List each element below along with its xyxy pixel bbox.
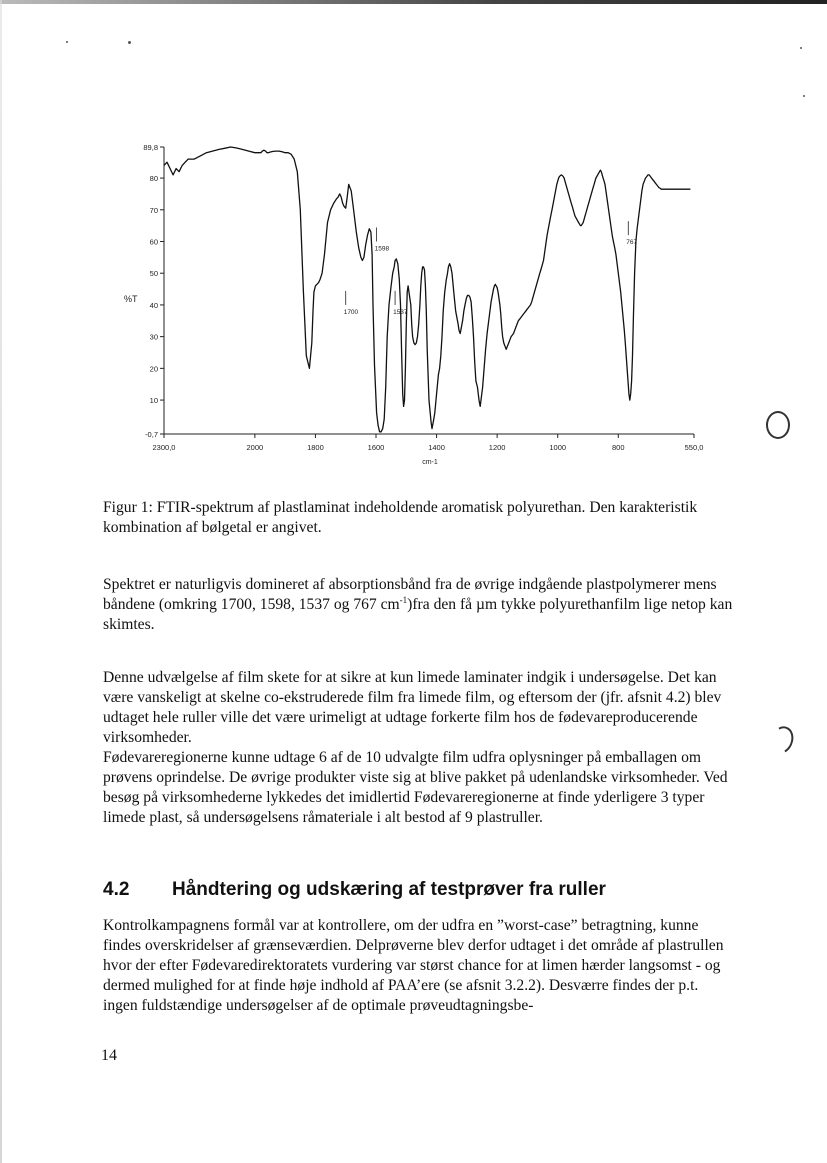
section-heading [103,878,606,902]
ftir-spectrum-chart [0,0,827,480]
page-number: 14 [101,1047,117,1064]
y-tick-label: -0,7 [145,430,158,439]
x-tick-label: 550,0 [684,443,704,452]
punch-hole-mark [767,723,797,757]
paragraph-text: )fra den få µm tykke polyurethanfilm lige netop kan skimtes. [103,596,733,633]
paragraph [103,575,735,635]
peak-label: 1598 [374,245,390,253]
y-tick-label: 89,8 [143,143,158,152]
y-tick-label: 40 [149,300,158,310]
x-tick-label: 2000 [246,443,264,452]
section-title: Håndtering og udskæring af testprøver fra ruller [172,879,606,900]
y-tick-label: 60 [149,237,158,247]
x-tick-label: 2300,0 [152,443,176,452]
x-tick-label: 1200 [488,443,506,452]
paragraph-text: Denne udvælgelse af film skete for at sikre at kun limede laminater indgik i undersøgelse. Det kan være vanskeligt at skelne co-ekstruderede film fra limede film, og eftersom der (jfr. afsnit 4.2) blev udtaget hele ruller ville det være urimeligt at udtage forkerte film hos de fødevareproducerende virksomheder. [103,669,722,746]
paragraph-text: Spektret er naturligvis domineret af absorptionsbånd fra de øvrige indgående plastpolymerer mens båndene (omkring 1700, 1598, 1537 og 767 cm [103,576,717,613]
paragraph: Kontrolkampagnens formål var at kontrollere, om der udfra en ”worst-case” betragtning, kunne findes overskridelser af grænseværdien. Delprøverne blev derfor udtaget i det område af plastrullen hvor der efter Fødevaredirektoratets vurdering var størst chance for at limen hærder langsomst - og dermed mulighed for at finde høje indhold af PAA’ere (se afsnit 3.2.2). Desværre findes der p.t. ingen fuldstændige undersøgelser af de optimale prøveudtagningsbe- [103,917,724,1014]
x-tick-label: 800 [612,443,625,452]
peak-label: 1537 [393,308,408,316]
y-tick-label: 70 [149,205,158,215]
y-axis-label: %T [124,294,138,304]
x-tick-label: 1800 [307,443,324,452]
peak-label: 1700 [343,308,359,316]
spectrum-line [164,147,690,432]
y-tick-label: 50 [149,269,158,279]
unit-superscript: -1 [399,595,408,605]
y-tick-label: 30 [149,332,158,342]
paragraph [103,668,735,828]
paragraph-text: Fødevareregionerne kunne udtage 6 af de 10 udvalgte film udfra oplysninger på emballagen om prøvens oprindelse. De øvrige produkter viste sig at blive pakket på udenlandske virksomheder. Ved besøg på virksomhederne lykkedes det imidlertid Fødevareregionerne at finde yderligere 3 typer limede plast, så undersøgelsens råmateriale i alt bestod af 9 plastruller. [103,749,728,826]
peak-label: 767 [626,239,638,247]
x-tick-label: 1000 [549,443,567,452]
section-number: 4.2 [103,879,130,900]
x-axis-label: cm-1 [422,459,438,466]
y-tick-label: 10 [149,396,158,406]
x-tick-label: 1400 [428,443,445,452]
x-tick-label: 1600 [367,443,385,452]
y-tick-label: 20 [149,364,158,374]
y-tick-label: 80 [149,174,158,184]
figure-caption: Figur 1: FTIR-spektrum af plastlaminat indeholdende aromatisk polyurethan. Den karakteristik kombination af bølgetal er angivet. [103,499,698,536]
